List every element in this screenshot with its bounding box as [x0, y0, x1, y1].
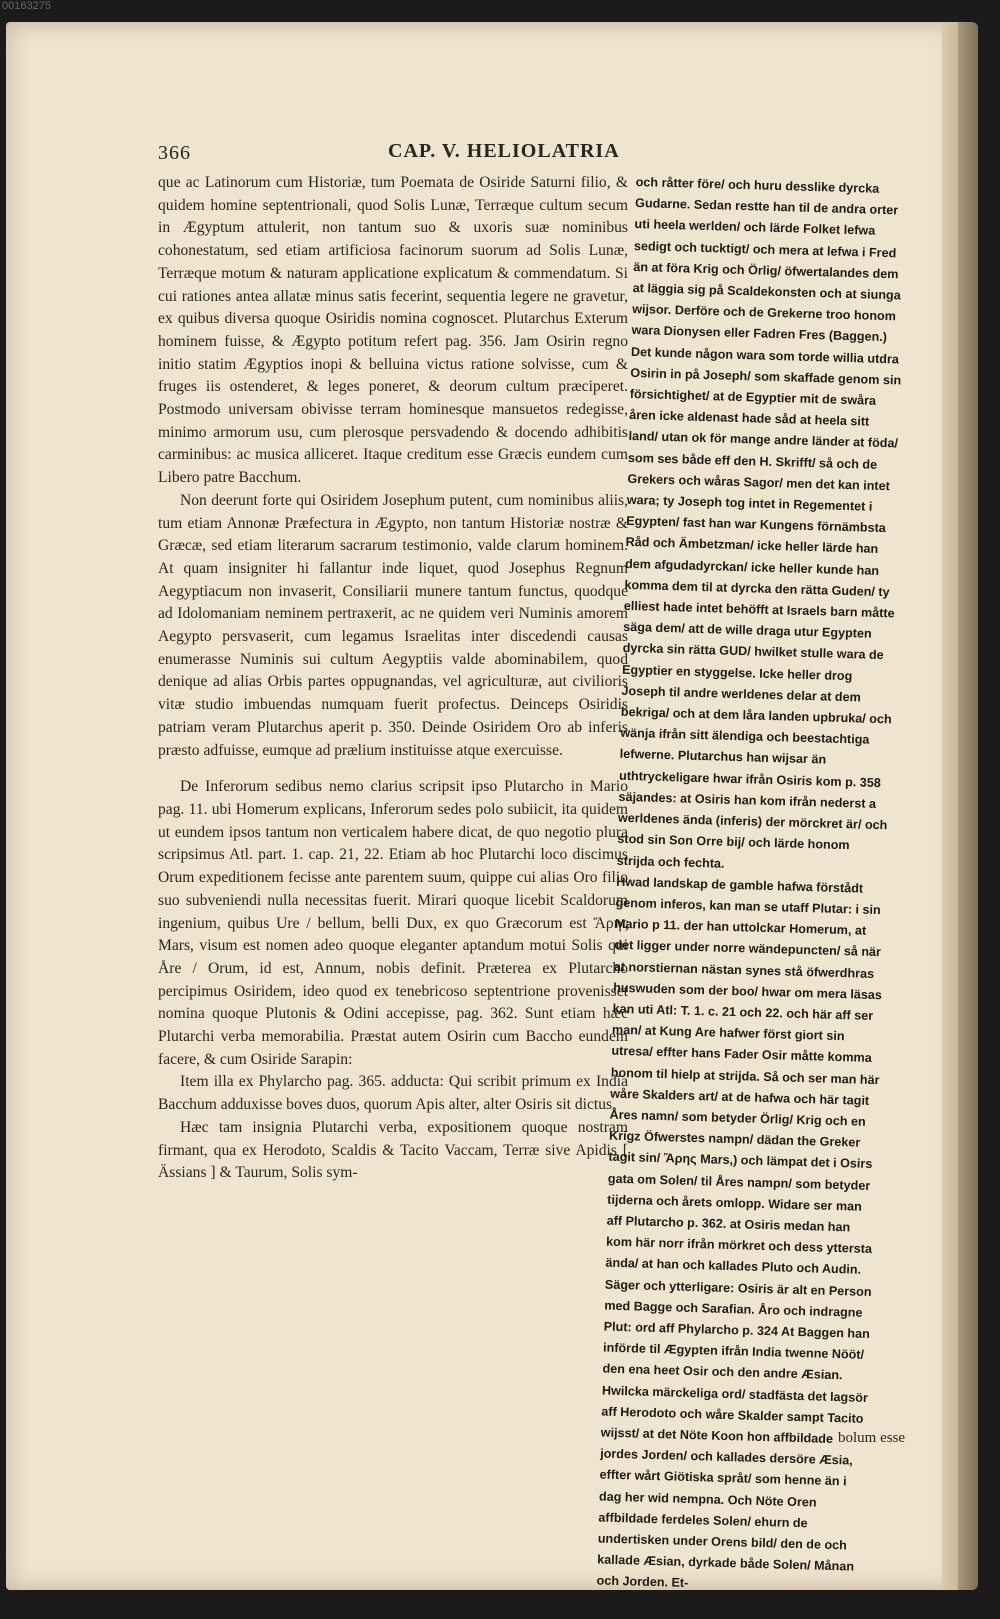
running-title: CAP. V. HELIOLATRIA	[388, 140, 620, 162]
latin-paragraph: De Inferorum sedibus nemo clarius scripsit ipso Plutarcho in Mario pag. 11. ubi Homerum explicans, Inferorum sedes polo subiicit, ita quidem ut eundem ipsos tantum non verticalem habere dicat, de quo negotio plura scripsimus Atl. part. 1. cap. 21, 22. Etiam ab hoc Plutarchi loco discimus Orum expeditionem fecisse ante parentem suum, quippe cui alias Oro filio suo subveniendi nulla necessitas fuerit. Mirari quoque licebit Scaldorum ingenium, quibus Ure / bellum, belli Dux, ex quo Græcorum est Ἄρης Mars, visum est nomen adeo quoque eleganter aptandum motui Solis qui Åre / Orum, id est, Annum, nobis definit. Præterea ex Plutarcho percipimus Osiridem, ideo quod ex tenebricoso septentrione provenisset nomina quoque Plutonis & Odini accepisse, pag. 362. Sunt etiam hæc Plutarchi verba memorabilia. Præstat autem Osirin cum Baccho eundem facere, & cum Osiride Sarapin:	[158, 778, 628, 1068]
paragraph-gap	[158, 762, 628, 776]
swedish-paragraph: Hwad landskap de gamble hafwa förstådt genom inferos, kan man se utaff Plutar: i sin Mario p 11. der han uttolckar Homerum, at det ligger under norre wändepuncten/ så när at norstiernan nästan synes stå öfwerdhras huswuden som der boo/ hwar om mera läsas kan uti Atl: T. 1. c. 21 och 22. och här aff ser man/ at Kung Are hafwer först giort sin utresa/ effter hans Fader Osir måtte komma honom til hielp at strijda. Så och ser man här wåre Skalders art/ at de hafwa och här tagit Åres namn/ som betyder Örlig/ Krig och en Krigz Öfwerstes nampn/ dädan the Greker tagit sin/ Ἄρης Mars,) och lämpat det i Osirs gata om Solen/ til Åres nampn/ som betyder tijderna och årets omlopp. Widare ser man aff Plutarcho p. 362. at Osiris medan han kom här norr ifrån mörkret och dess yttersta ända/ at han och kallades Pluto och Audin. Säger och ytterligare: Osiris är alt en Person med Bagge och Sarafian. Åro och indragne Plut: ord aff Phylarcho p. 324 At Baggen han införde til Ægypten ifrån India twenne Nööt/ den ena heet Osir och den andre Æsian.	[602, 874, 883, 1383]
page-fold	[958, 22, 978, 1590]
latin-paragraph: que ac Latinorum cum Historiæ, tum Poemata de Osiride Saturni filio, & quidem homine septentrionali, quod Solis Lunæ, Terræque cultum secum in Ægyptum attulerit, non tantum suo & uxoris suæ nominibus cohonestatum, sed etiam artificiosa facinorum suorum ad Solis Lunæ, Terræque motum & naturam applicatione explicatum & commendatum. Si cui rationes antea allatæ minus satis fecerint, sequentia legere ne gravetur, ex quibus diversa quoque Osiridis nomina cognoscet. Plutarchus Exterum hominem fuisse, & Ægypto potitum refert pag. 356. Jam Osirin regno initio statim Ægyptios inopi & belluina victus ratione solvisse, cum & fruges iis ostenderet, & leges poneret, & deorum cultum præciperet. Postmodo universam obivisse terram hominesque mansuetos redegisse, minimo armorum usu, cum plerosque persvadendo & docendo adhibitis carminibus: ac musica alliceret. Itaque creditum esse Græcis eundem cum Libero patre Bacchum.	[158, 174, 628, 487]
latin-column	[158, 172, 628, 1412]
scan-id-label: 00163275	[2, 0, 51, 12]
running-header	[158, 140, 658, 168]
latin-paragraph: Item illa ex Phylarcho pag. 365. adducta: Qui scribit primum ex India Bacchum adduxisse boves duos, quorum Apis alter, alter Osiris sit dictus.	[158, 1073, 628, 1114]
swedish-paragraph: och råtter före/ och huru desslike dyrcka Gudarne. Sedan restte han til de andra orter uti heela werlden/ och lärde Folket lefwa sedigt och tucktigt/ och mera at lefwa i Fred än at föra Krig och Örlig/ öfwertalandes dem at läggia sig på Scaldekonsten och at siunga wijsor. Derföre och de Grekerne troo honom wara Dionysen eller Fadren Fres (Baggen.)	[631, 174, 901, 345]
latin-paragraph: Non deerunt forte qui Osiridem Josephum putent, cum nominibus aliis, tum etiam Annonæ Præfectura in Ægypto, non tantum Historiæ nostræ & Græcæ, sed etiam literarum sacrarum testimonio, valde clarum hominem. At quam insigniter hi fallantur inde liquet, quod Josephus Regnum Aegyptiacum non invaserit, Consiliarii munere tantum functus, quodque ad Idolomaniam neminem pertraxerit, ac ne quidem veri Numinis amorem Aegypto persvaserit, cum legamus Israelitas inter discedendi causas enumerasse Numinis sui cultum Aegyptiis valde abominabilem, quod denique ad alias Orbis partes oppugnandas, vel agriculturæ, aut civilioris vitæ studio imbuendas numquam fuerit profectus. Deinceps Osiridis patriam veram Plutarchus aperit p. 350. Deinde Osiridem Oro ab inferis præsto adfuisse, eumque ad prælium instituisse atque exercuisse.	[158, 491, 628, 759]
swedish-paragraph: Hwilcka märckeliga ord/ stadfästa det lagsör aff Herodoto och wåre Skalder sampt Tacito wijsst/ at det Nöte Koon hon affbildade jordes Jorden/ och kallades dersöre Æsia, effter wårt Giötiska språt/ som henne än i dag her wid nempna. Och Nöte Oren affbildade ferdeles Solen/ ehurn de undertisken under Orens bild/ den de och kallade Æsian, dyrkade både Solen/ Månan och Jorden. Et-	[596, 1383, 869, 1591]
latin-paragraph: Hæc tam insignia Plutarchi verba, expositionem quoque nostram firmant, qua ex Herodoto, Scaldis & Tacito Vaccam, Terræ sive Apidis [ Ässians ] & Taurum, Solis sym-	[158, 1118, 628, 1182]
page-number: 366	[158, 142, 191, 164]
swedish-paragraph: Det kunde någon wara som torde willia utdra Osirin in på Joseph/ som skaffade genom sin försichtighet/ at de Egyptier mit de swåra åren icke aldenast hade såd at heela sitt land/ utan ok för mange andre länder at föda/ som ses både eff den H. Skrifft/ så och de Grekers och wåras Sagor/ men det kan intet wara; ty Joseph tog intet in Regementet i Egypten/ fast han war Kungens förnämbsta Råd och Ämbetzman/ icke heller lärde han dem afgudadyrckan/ icke heller kunde han komma dem til at dyrcka den rätta Guden/ ty elliest hade intet behöfft at Israels barn måtte säga dem/ att de wille draga utur Egypten dyrcka sin rätta GUD/ hwilket stulle wara de Egyptier en styggelse. Icke heller drog Joseph til andre werldenes delar at dem bekriga/ och at dem låra landen upbruka/ och wänja ifrån sitt älendiga och beestachtiga lefwerne. Plutarchus han wijsar än uthtryckeligare hwar ifrån Osiris kom p. 358 säjandes: at Osiris han kom ifrån nederst a werldenes ända (inferis) der mörckret är/ och stod sin Son Orre bij/ och lärde honom strijda och fechta.	[616, 344, 902, 871]
swedish-column	[596, 172, 908, 1591]
catchword: bolum esse	[838, 1430, 906, 1446]
